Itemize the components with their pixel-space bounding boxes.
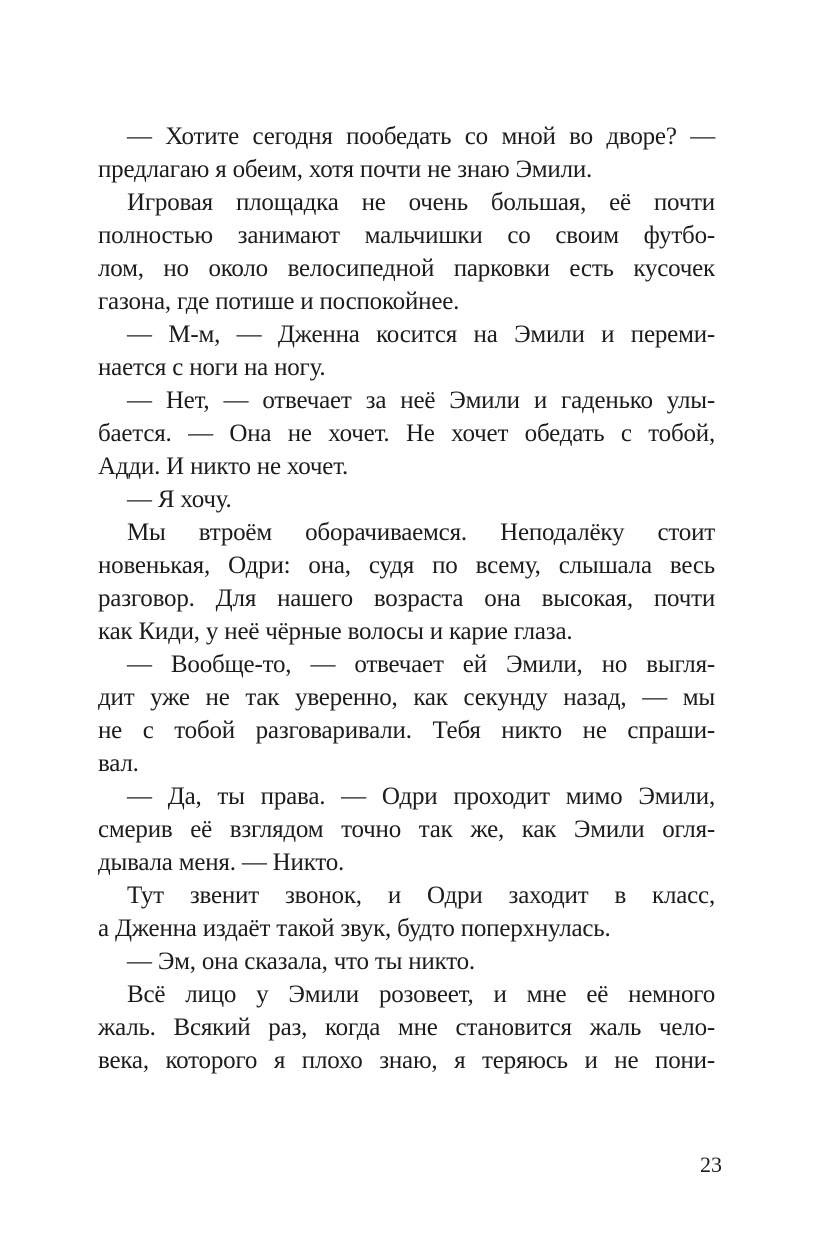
text-line: дит уже не так уверенно, как секунду назад, — мы	[98, 684, 715, 711]
text-line: — Нет, — отвечает за неё Эмили и гаденько улы-	[127, 387, 715, 414]
text-line: разговор. Для нашего возраста она высокая, почти	[98, 585, 715, 612]
text-line: — Вообще-то, — отвечает ей Эмили, но выгля-	[127, 651, 715, 678]
text-line: вал.	[98, 750, 139, 777]
text-line: предлагаю я обеим, хотя почти не знаю Эмили.	[98, 156, 593, 183]
text-line: Всё лицо у Эмили розовеет, и мне её немного	[127, 981, 715, 1008]
page-text-block	[98, 120, 715, 1077]
text-line: — Эм, она сказала, что ты никто.	[127, 948, 475, 975]
text-line: Игровая площадка не очень большая, её почти	[127, 189, 715, 216]
text-line: нается с ноги на ногу.	[98, 354, 326, 381]
text-line: не с тобой разговаривали. Тебя никто не спраши-	[98, 717, 715, 744]
text-line: полностью занимают мальчишки со своим футбо-	[98, 222, 715, 249]
text-line: — Я хочу.	[127, 486, 232, 513]
text-line: а Дженна издаёт такой звук, будто поперхнулась.	[98, 915, 611, 942]
text-line: — Хотите сегодня пообедать со мной во дворе? —	[127, 123, 715, 150]
text-line: Адди. И никто не хочет.	[98, 453, 349, 480]
text-line: как Киди, у неё чёрные волосы и карие глаза.	[98, 618, 573, 645]
text-line: бается. — Она не хочет. Не хочет обедать с тобой,	[98, 420, 715, 447]
text-line: новенькая, Одри: она, судя по всему, слышала весь	[98, 552, 715, 579]
text-line: Тут звенит звонок, и Одри заходит в класс,	[127, 882, 715, 909]
text-line: века, которого я плохо знаю, я теряюсь и не пони-	[98, 1047, 715, 1074]
text-line: жаль. Всякий раз, когда мне становится жаль чело-	[98, 1014, 715, 1041]
text-line: — Да, ты права. — Одри проходит мимо Эмили,	[127, 783, 715, 810]
text-line: газона, где потише и поспокойнее.	[98, 288, 460, 315]
text-line: смерив её взглядом точно так же, как Эмили огля-	[98, 816, 715, 843]
text-line: дывала меня. — Никто.	[98, 849, 345, 876]
text-line: Мы втроём оборачиваемся. Неподалёку стоит	[127, 519, 715, 546]
text-line: лом, но около велосипедной парковки есть кусочек	[98, 255, 715, 282]
text-line: — М-м, — Дженна косится на Эмили и переми-	[127, 321, 715, 348]
page-number: 23	[700, 1152, 722, 1177]
